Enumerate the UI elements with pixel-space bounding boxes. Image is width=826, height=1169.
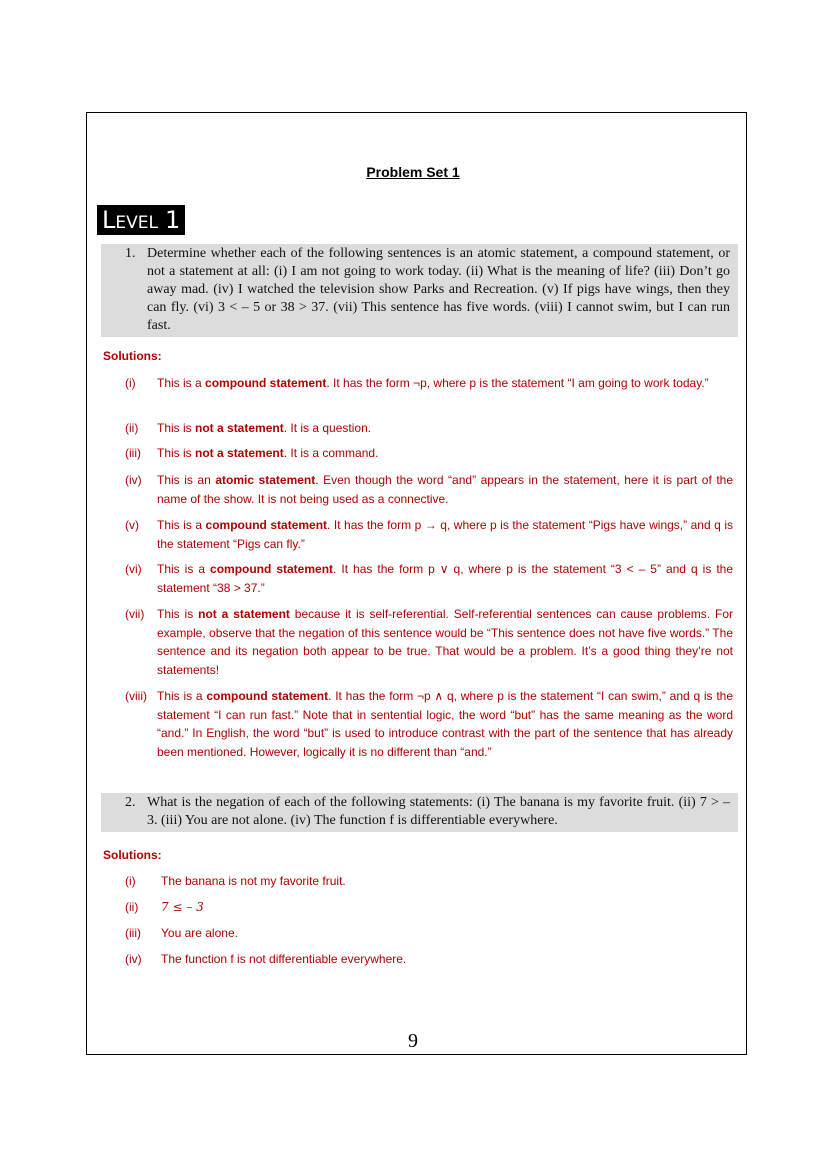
solution-text: The banana is not my favorite fruit. <box>161 874 346 888</box>
solution-pre: This is a <box>157 518 206 532</box>
solution-post: . It has the form p ∨ q, where p is the statement “3 < – 5” and q is the statement “38 > 37.” <box>157 562 734 595</box>
problem-number: 2. <box>125 795 136 810</box>
solution-post: because it is self-referential. Self-referential sentences can cause problems. For example, observe that the negation of this sentence would be “This sentence does not have five words.” The sentence and its negation both appear to be true. That would be a problem. It’s a good thing they’re not statements! <box>157 607 733 677</box>
solution-item <box>125 924 733 943</box>
problem-text: Determine whether each of the following sentences is an atomic statement, a compound statement, or not a statement at all: (i) I am not going to work today. (ii) What is the meaning of life? (iii) Don’t go away mad. (iv) I watched the television show Parks and Recreation. (v) If pigs have wings, then they can fly. (vi) 3 < – 5 or 38 > 37. (vii) This sentence has five words. (viii) I cannot swim, but I can run fast. <box>147 246 730 333</box>
solution-label: (ii) <box>125 900 139 914</box>
solution-item <box>125 444 733 463</box>
solution-label: (i) <box>125 376 136 390</box>
solution-highlight: atomic statement <box>215 473 316 487</box>
problem-number: 1. <box>125 246 136 261</box>
solution-pre: This is a <box>157 689 207 703</box>
problem-text: What is the negation of each of the following statements: (i) The banana is my favorite fruit. (ii) 7 > – 3. (iii) You are not alone. (iv) The function f is differentiable everywhere. <box>147 795 730 828</box>
solution-item <box>125 872 733 891</box>
level-word-rest: EVEL <box>115 213 158 233</box>
solution-item <box>125 560 733 597</box>
solution-post: . It has the form ¬p, where p is the statement “I am going to work today.” <box>326 376 709 390</box>
solution-label: (v) <box>125 518 139 532</box>
solution-item <box>125 605 733 679</box>
solution-label: (i) <box>125 874 136 888</box>
solution-post: . It is a command. <box>283 446 379 460</box>
solution-text: 7 ≤ – 3 <box>161 900 204 914</box>
solution-highlight: not a statement <box>195 446 284 460</box>
solution-label: (vii) <box>125 607 145 621</box>
solutions-heading: Solutions: <box>103 848 162 862</box>
solution-highlight: compound statement <box>206 689 329 703</box>
solution-text: You are alone. <box>161 926 238 940</box>
solution-item <box>125 898 733 917</box>
solution-pre: This is <box>157 607 199 621</box>
solution-post: . It is a question. <box>283 421 372 435</box>
page-number: 9 <box>408 1030 418 1052</box>
solution-highlight: not a statement <box>198 607 290 621</box>
solution-label: (iii) <box>125 926 141 940</box>
solution-highlight: compound statement <box>210 562 334 576</box>
solution-text: The function f is not differentiable everywhere. <box>161 952 407 966</box>
level-badge <box>97 205 185 235</box>
solution-label: (vi) <box>125 562 142 576</box>
solution-post: . It has the form p → q, where p is the statement “Pigs have wings,” and q is the statement “Pigs can fly.” <box>157 518 733 551</box>
solutions-heading: Solutions: <box>103 349 162 363</box>
solution-post: . It has the form ¬p ∧ q, where p is the statement “I can swim,” and q is the statement “I can run fast.” Note that in sentential logic, the word “but” has the same meaning as the word “and.” In English, the word “but” is used to introduce contrast with the part of the sentence that has already been mentioned. However, logically it is no different than “and.” <box>157 689 733 759</box>
solution-label: (iii) <box>125 446 141 460</box>
solution-item <box>125 687 733 761</box>
solution-post: . Even though the word “and” appears in the statement, here it is part of the name of the show. It is not being used as a connective. <box>157 473 734 506</box>
solution-label: (ii) <box>125 421 139 435</box>
solution-item <box>125 471 733 508</box>
level-word-first: L <box>102 206 116 234</box>
solution-item <box>125 950 733 969</box>
solution-pre: This is <box>157 421 196 435</box>
solution-pre: This is a <box>157 562 211 576</box>
solution-item <box>125 419 733 438</box>
problem-1 <box>101 244 738 337</box>
solution-label: (iv) <box>125 952 142 966</box>
solution-highlight: not a statement <box>195 421 284 435</box>
solution-item <box>125 374 733 393</box>
solution-label: (iv) <box>125 473 142 487</box>
solution-item <box>125 516 733 553</box>
solution-pre: This is an <box>157 473 216 487</box>
solution-pre: This is a <box>157 376 206 390</box>
page-title: Problem Set 1 <box>366 164 460 180</box>
solution-highlight: compound statement <box>205 518 328 532</box>
solution-pre: This is <box>157 446 196 460</box>
level-number: 1 <box>164 206 181 234</box>
problem-2 <box>101 793 738 832</box>
solution-highlight: compound statement <box>205 376 327 390</box>
solution-label: (viii) <box>125 689 147 703</box>
